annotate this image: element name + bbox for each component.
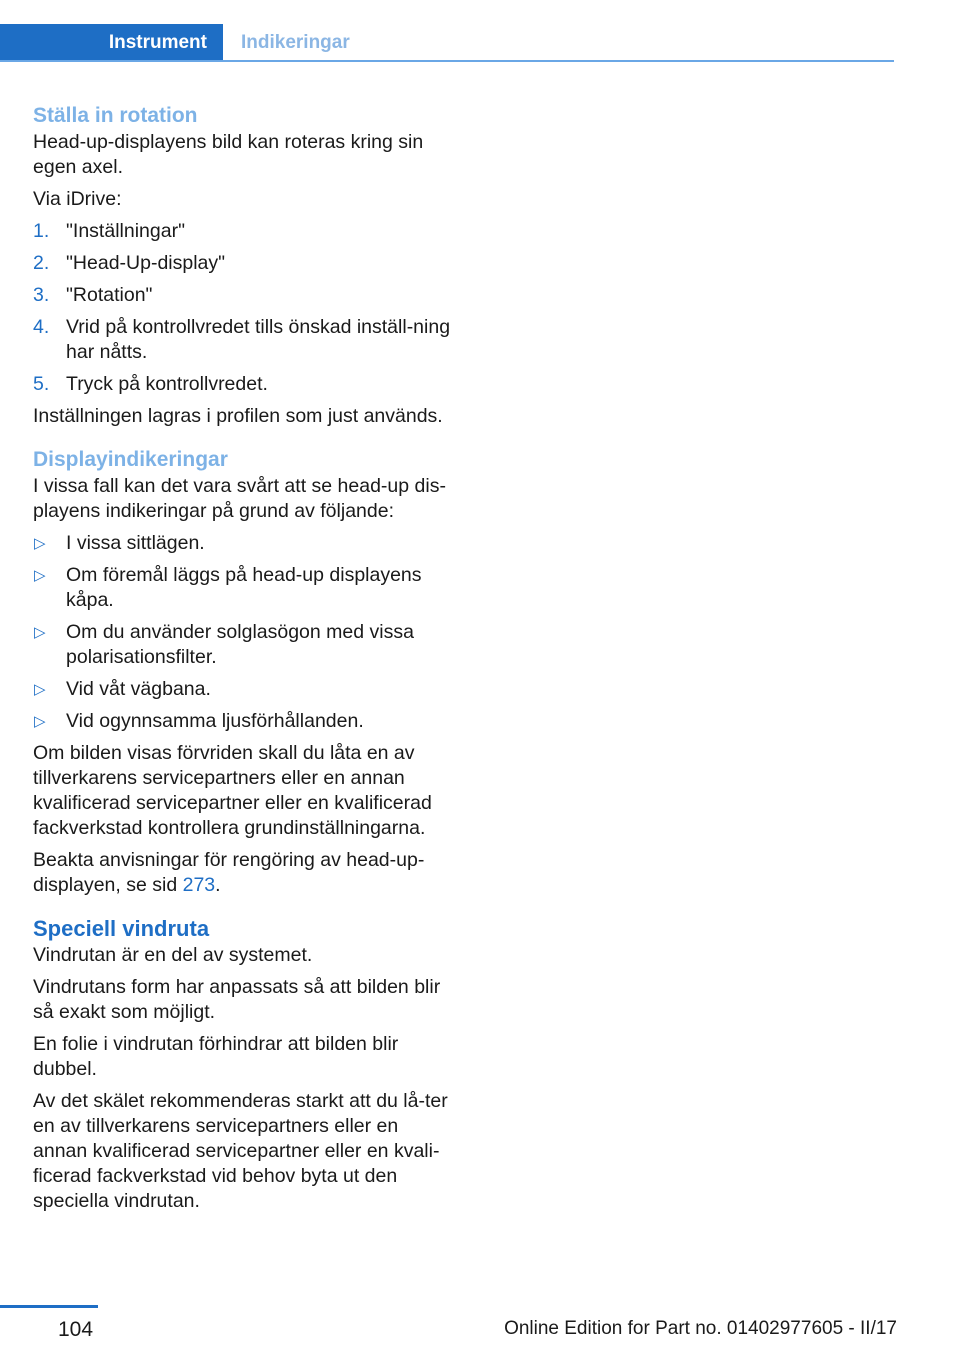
windshield-para: Vindrutans form har anpassats så att bilden blir så exakt som möjligt.	[33, 976, 441, 1023]
page-link[interactable]: 273	[182, 874, 216, 896]
step-number: 1.	[33, 220, 50, 242]
tab-indikeringar-label: Indikeringar	[241, 32, 350, 53]
rotation-note: Inställningen lagras i profilen som just används.	[33, 405, 443, 427]
rotation-steps	[33, 219, 453, 397]
heading-rotation: Ställa in rotation	[33, 104, 198, 127]
list-item	[33, 620, 453, 670]
list-item	[33, 315, 453, 365]
list-item	[33, 372, 453, 397]
step-text: "Inställningar"	[66, 220, 185, 242]
display-intro: I vissa fall kan det vara svårt att se head-up dis-playens indikeringar på grund av följande:	[33, 475, 446, 522]
step-text: Vrid på kontrollvredet tills önskad inställ-ning har nåtts.	[66, 316, 451, 363]
step-number: 2.	[33, 252, 50, 274]
triangle-right-outline-icon: ▷	[34, 681, 46, 698]
triangle-right-outline-icon: ▷	[34, 713, 46, 730]
heading-display: Displayindikeringar	[33, 448, 228, 471]
rotation-intro: Head-up-displayens bild kan roteras kring sin egen axel.	[33, 131, 424, 178]
list-item	[33, 283, 453, 308]
triangle-right-outline-icon: ▷	[34, 567, 46, 584]
windshield-para: En folie i vindrutan förhindrar att bilden blir dubbel.	[33, 1033, 399, 1080]
bullet-text: Vid våt vägbana.	[66, 678, 211, 700]
step-text: Tryck på kontrollvredet.	[66, 373, 268, 395]
windshield-para: Av det skälet rekommenderas starkt att du lå-ter en av tillverkarens servicepartners eller en annan kvalificerad servicepartner eller en kvali-ficerad fackverkstad vid behov byta ut den speciella vindrutan.	[33, 1090, 448, 1212]
step-number: 3.	[33, 284, 50, 306]
display-para-distortion: Om bilden visas förvriden skall du låta en av tillverkarens servicepartners eller en annan kvalificerad servicepartner eller en kvalificerad fackverkstad kontrollera grundinställningarna.	[33, 742, 432, 839]
page-number: 104	[58, 1318, 94, 1341]
tab-instrument[interactable]	[0, 24, 223, 62]
bullet-text: Om föremål läggs på head-up displayens kåpa.	[66, 564, 422, 611]
section-rotation	[33, 102, 453, 429]
heading-windshield: Speciell vindruta	[33, 916, 210, 941]
list-item	[33, 251, 453, 276]
tab-instrument-label: Instrument	[108, 32, 207, 53]
bullet-text: Vid ogynnsamma ljusförhållanden.	[66, 710, 364, 732]
step-number: 4.	[33, 316, 50, 338]
list-item	[33, 219, 453, 244]
step-number: 5.	[33, 373, 50, 395]
list-item	[33, 563, 453, 613]
tab-indikeringar[interactable]	[241, 24, 350, 62]
list-item	[33, 531, 453, 556]
triangle-right-outline-icon: ▷	[34, 535, 46, 552]
bullet-text: I vissa sittlägen.	[66, 532, 205, 554]
page-content	[33, 102, 453, 1221]
step-text: "Head-Up-display"	[66, 252, 226, 274]
rotation-via: Via iDrive:	[33, 188, 122, 210]
cleaning-suffix: .	[215, 874, 221, 896]
display-bullets	[33, 531, 453, 734]
edition-note: Online Edition for Part no. 01402977605 - II/17	[504, 1318, 897, 1339]
bullet-text: Om du använder solglasögon med vissa polarisationsfilter.	[66, 621, 414, 668]
display-para-cleaning	[33, 848, 453, 898]
header-divider	[0, 60, 894, 62]
windshield-para: Vindrutan är en del av systemet.	[33, 944, 313, 966]
list-item	[33, 709, 453, 734]
list-item	[33, 677, 453, 702]
footer-divider	[0, 1305, 98, 1308]
step-text: "Rotation"	[66, 284, 153, 306]
triangle-right-outline-icon: ▷	[34, 624, 46, 641]
section-windshield	[33, 915, 453, 1214]
chapter-header	[0, 24, 894, 62]
cleaning-text: Beakta anvisningar för rengöring av head-up-displayen, se sid	[33, 849, 425, 896]
section-display	[33, 446, 453, 898]
